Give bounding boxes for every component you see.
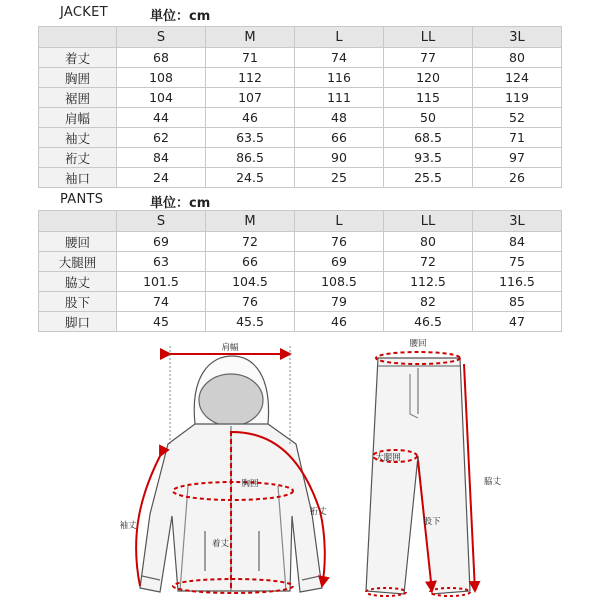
header-cell: M xyxy=(206,27,295,48)
table-cell: 76 xyxy=(295,232,384,252)
table-cell: 116.5 xyxy=(473,272,562,292)
table-cell: 82 xyxy=(384,292,473,312)
table-cell: 74 xyxy=(117,292,206,312)
table-cell: 124 xyxy=(473,68,562,88)
table-cell: 68 xyxy=(117,48,206,68)
table-cell: 112.5 xyxy=(384,272,473,292)
label-length: 着丈 xyxy=(211,539,229,549)
table-cell: 25 xyxy=(295,168,384,188)
pants-unit: 単位：cm xyxy=(150,196,211,211)
row-label: 胸囲 xyxy=(39,68,117,88)
table-cell: 77 xyxy=(384,48,473,68)
table-cell: 68.5 xyxy=(384,128,473,148)
row-label: 袖口 xyxy=(39,168,117,188)
table-row xyxy=(39,48,562,68)
header-cell: 3L xyxy=(473,211,562,232)
label-sleeve: 袖丈 xyxy=(119,521,137,531)
header-cell xyxy=(39,27,117,48)
table-cell: 104.5 xyxy=(206,272,295,292)
label-waist: 腰回 xyxy=(409,339,427,349)
row-label: 股下 xyxy=(39,292,117,312)
table-row xyxy=(39,68,562,88)
table-cell: 93.5 xyxy=(384,148,473,168)
jacket-size-table xyxy=(38,26,562,188)
row-label: 肩幅 xyxy=(39,108,117,128)
table-cell: 85 xyxy=(473,292,562,312)
table-cell: 45 xyxy=(117,312,206,332)
table-cell: 104 xyxy=(117,88,206,108)
table-row xyxy=(39,148,562,168)
table-cell: 74 xyxy=(295,48,384,68)
table-cell: 47 xyxy=(473,312,562,332)
row-label: 裄丈 xyxy=(39,148,117,168)
table-cell: 44 xyxy=(117,108,206,128)
header-cell: L xyxy=(295,27,384,48)
label-shoulder: 肩幅 xyxy=(221,343,239,353)
table-cell: 76 xyxy=(206,292,295,312)
row-label: 裾囲 xyxy=(39,88,117,108)
row-label: 袖丈 xyxy=(39,128,117,148)
row-label: 脇丈 xyxy=(39,272,117,292)
table-cell: 52 xyxy=(473,108,562,128)
table-cell: 75 xyxy=(473,252,562,272)
table-cell: 90 xyxy=(295,148,384,168)
label-yuki: 裄丈 xyxy=(309,507,327,517)
table-row xyxy=(39,272,562,292)
table-cell: 69 xyxy=(117,232,206,252)
row-label: 腰回 xyxy=(39,232,117,252)
jacket-unit: 単位：cm xyxy=(150,9,211,24)
table-cell: 63 xyxy=(117,252,206,272)
table-cell: 84 xyxy=(473,232,562,252)
table-cell: 80 xyxy=(473,48,562,68)
table-row xyxy=(39,108,562,128)
pants-size-table xyxy=(38,210,562,332)
table-cell: 24.5 xyxy=(206,168,295,188)
table-cell: 112 xyxy=(206,68,295,88)
table-cell: 79 xyxy=(295,292,384,312)
row-label: 大腿囲 xyxy=(39,252,117,272)
table-cell: 25.5 xyxy=(384,168,473,188)
jacket-title: JACKET xyxy=(60,5,108,20)
row-label: 脚口 xyxy=(39,312,117,332)
row-label: 着丈 xyxy=(39,48,117,68)
table-cell: 108.5 xyxy=(295,272,384,292)
header-cell: 3L xyxy=(473,27,562,48)
table-cell: 97 xyxy=(473,148,562,168)
label-chest: 胸囲 xyxy=(241,479,259,489)
table-cell: 62 xyxy=(117,128,206,148)
table-header-row xyxy=(39,211,562,232)
table-cell: 71 xyxy=(206,48,295,68)
measurement-diagram xyxy=(0,336,600,600)
table-row xyxy=(39,292,562,312)
table-row xyxy=(39,232,562,252)
table-cell: 46 xyxy=(206,108,295,128)
table-cell: 119 xyxy=(473,88,562,108)
label-side-length: 脇丈 xyxy=(484,477,502,487)
table-cell: 46.5 xyxy=(384,312,473,332)
table-cell: 26 xyxy=(473,168,562,188)
table-row xyxy=(39,88,562,108)
header-cell: S xyxy=(117,211,206,232)
table-cell: 111 xyxy=(295,88,384,108)
table-cell: 46 xyxy=(295,312,384,332)
table-row xyxy=(39,168,562,188)
table-cell: 120 xyxy=(384,68,473,88)
table-cell: 107 xyxy=(206,88,295,108)
table-cell: 66 xyxy=(295,128,384,148)
label-inseam: 股下 xyxy=(423,517,441,527)
table-cell: 101.5 xyxy=(117,272,206,292)
table-cell: 84 xyxy=(117,148,206,168)
table-cell: 108 xyxy=(117,68,206,88)
table-cell: 24 xyxy=(117,168,206,188)
table-row xyxy=(39,128,562,148)
header-cell: S xyxy=(117,27,206,48)
header-cell xyxy=(39,211,117,232)
table-cell: 71 xyxy=(473,128,562,148)
header-cell: LL xyxy=(384,27,473,48)
table-cell: 80 xyxy=(384,232,473,252)
table-row xyxy=(39,312,562,332)
header-cell: LL xyxy=(384,211,473,232)
label-thigh: 大腿囲 xyxy=(375,453,401,463)
header-cell: L xyxy=(295,211,384,232)
table-cell: 72 xyxy=(206,232,295,252)
pants-title: PANTS xyxy=(60,192,104,207)
header-cell: M xyxy=(206,211,295,232)
pants-illustration xyxy=(366,358,470,594)
table-header-row xyxy=(39,27,562,48)
table-cell: 50 xyxy=(384,108,473,128)
table-row xyxy=(39,252,562,272)
table-cell: 48 xyxy=(295,108,384,128)
table-cell: 72 xyxy=(384,252,473,272)
table-cell: 86.5 xyxy=(206,148,295,168)
table-cell: 66 xyxy=(206,252,295,272)
table-cell: 63.5 xyxy=(206,128,295,148)
table-cell: 45.5 xyxy=(206,312,295,332)
table-cell: 69 xyxy=(295,252,384,272)
table-cell: 115 xyxy=(384,88,473,108)
table-cell: 116 xyxy=(295,68,384,88)
